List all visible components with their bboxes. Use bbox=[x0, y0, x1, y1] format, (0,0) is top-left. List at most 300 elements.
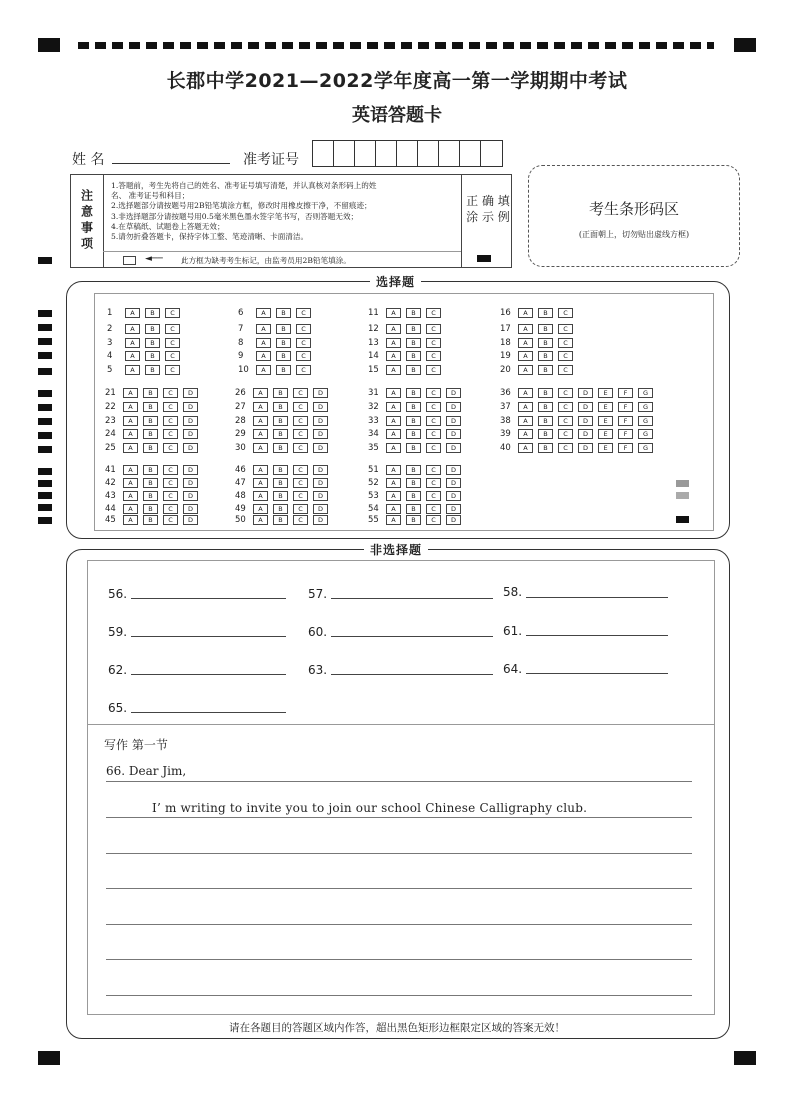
fill-line-63[interactable] bbox=[331, 674, 493, 675]
id-digit-box[interactable] bbox=[397, 141, 418, 166]
option-box-c[interactable]: C bbox=[296, 365, 311, 375]
option-box-b[interactable]: B bbox=[273, 491, 288, 501]
choice-question bbox=[368, 415, 466, 426]
option-box-c[interactable]: C bbox=[163, 416, 178, 426]
option-box-a[interactable]: A bbox=[123, 402, 138, 412]
option-box-c[interactable]: C bbox=[558, 338, 573, 348]
option-box-a[interactable]: A bbox=[386, 351, 401, 361]
choice-question bbox=[500, 442, 658, 453]
question-number: 37 bbox=[500, 401, 511, 412]
corner-mark bbox=[734, 38, 756, 52]
option-box-a[interactable]: A bbox=[518, 429, 533, 439]
option-box-a[interactable]: A bbox=[386, 308, 401, 318]
option-box-b[interactable]: B bbox=[538, 416, 553, 426]
id-digit-box[interactable] bbox=[418, 141, 439, 166]
choice-question bbox=[368, 477, 466, 488]
option-box-b[interactable]: B bbox=[145, 365, 160, 375]
fill-item-60: 60. bbox=[308, 625, 328, 639]
option-box-a[interactable]: A bbox=[123, 515, 138, 525]
option-box-b[interactable]: B bbox=[406, 308, 421, 318]
option-box-a[interactable]: A bbox=[123, 443, 138, 453]
instruction-line: 名、 准考证号和科目； bbox=[111, 191, 190, 201]
option-box-c[interactable]: C bbox=[163, 478, 178, 488]
option-box-b[interactable]: B bbox=[538, 365, 553, 375]
option-box-d[interactable]: D bbox=[183, 478, 198, 488]
option-box-d[interactable]: D bbox=[446, 429, 461, 439]
option-box-d[interactable]: D bbox=[313, 402, 328, 412]
option-box-d[interactable]: D bbox=[446, 491, 461, 501]
option-box-b[interactable]: B bbox=[145, 338, 160, 348]
choice-question bbox=[235, 490, 333, 501]
option-box-d[interactable]: D bbox=[446, 416, 461, 426]
option-box-a[interactable]: A bbox=[518, 324, 533, 334]
option-box-a[interactable]: A bbox=[386, 465, 401, 475]
option-box-c[interactable]: C bbox=[165, 365, 180, 375]
question-number: 41 bbox=[105, 464, 116, 475]
id-digit-box[interactable] bbox=[481, 141, 502, 166]
option-box-b[interactable]: B bbox=[143, 388, 158, 398]
fill-item-59: 59. bbox=[108, 625, 128, 639]
option-box-c[interactable]: C bbox=[296, 338, 311, 348]
option-box-b[interactable]: B bbox=[273, 416, 288, 426]
option-box-g[interactable]: G bbox=[638, 402, 653, 412]
option-box-a[interactable]: A bbox=[386, 478, 401, 488]
option-box-e[interactable]: E bbox=[598, 388, 613, 398]
option-box-c[interactable]: C bbox=[426, 478, 441, 488]
option-box-c[interactable]: C bbox=[426, 416, 441, 426]
option-box-c[interactable]: C bbox=[426, 338, 441, 348]
option-box-d[interactable]: D bbox=[313, 416, 328, 426]
option-box-a[interactable]: A bbox=[253, 443, 268, 453]
option-box-a[interactable]: A bbox=[386, 504, 401, 514]
option-box-a[interactable]: A bbox=[123, 478, 138, 488]
fill-item-57: 57. bbox=[308, 587, 328, 601]
option-box-a[interactable]: A bbox=[256, 338, 271, 348]
option-box-b[interactable]: B bbox=[273, 465, 288, 475]
option-box-b[interactable]: B bbox=[538, 402, 553, 412]
name-field[interactable] bbox=[112, 163, 230, 164]
option-box-c[interactable]: C bbox=[558, 388, 573, 398]
fill-line-57[interactable] bbox=[331, 598, 493, 599]
writing-line[interactable] bbox=[106, 959, 692, 960]
question-number: 53 bbox=[368, 490, 379, 501]
question-number: 39 bbox=[500, 428, 511, 439]
option-box-c[interactable]: C bbox=[558, 416, 573, 426]
option-box-c[interactable]: C bbox=[426, 402, 441, 412]
option-box-b[interactable]: B bbox=[273, 478, 288, 488]
option-box-b[interactable]: B bbox=[276, 308, 291, 318]
option-box-c[interactable]: C bbox=[163, 515, 178, 525]
instructions-side bbox=[71, 175, 104, 267]
option-box-a[interactable]: A bbox=[253, 491, 268, 501]
option-box-a[interactable]: A bbox=[518, 402, 533, 412]
option-box-b[interactable]: B bbox=[273, 388, 288, 398]
choice-question bbox=[368, 323, 446, 334]
option-box-f[interactable]: F bbox=[618, 443, 633, 453]
option-box-d[interactable]: D bbox=[183, 402, 198, 412]
option-box-b[interactable]: B bbox=[276, 365, 291, 375]
fill-item-65: 65. bbox=[108, 701, 128, 715]
option-box-c[interactable]: C bbox=[165, 338, 180, 348]
writing-line[interactable] bbox=[106, 995, 692, 996]
option-box-f[interactable]: F bbox=[618, 402, 633, 412]
option-box-a[interactable]: A bbox=[386, 416, 401, 426]
option-box-a[interactable]: A bbox=[123, 388, 138, 398]
barcode-hint: (正面朝上，切勿贴出虚线方框) bbox=[578, 230, 690, 239]
writing-line[interactable] bbox=[106, 853, 692, 854]
option-box-c[interactable]: C bbox=[293, 443, 308, 453]
option-box-b[interactable]: B bbox=[406, 324, 421, 334]
footer-note: 请在各题目的答题区域内作答，超出黑色矩形边框限定区域的答案无效！ bbox=[229, 1022, 565, 1034]
writing-line[interactable] bbox=[106, 781, 692, 782]
option-box-a[interactable]: A bbox=[386, 429, 401, 439]
absent-checkbox[interactable] bbox=[123, 256, 136, 265]
question-number: 10 bbox=[238, 364, 249, 375]
question-number: 18 bbox=[500, 337, 511, 348]
option-box-b[interactable]: B bbox=[406, 338, 421, 348]
question-number: 23 bbox=[105, 415, 116, 426]
option-box-a[interactable]: A bbox=[256, 351, 271, 361]
option-box-b[interactable]: B bbox=[406, 351, 421, 361]
option-box-d[interactable]: D bbox=[446, 443, 461, 453]
option-box-b[interactable]: B bbox=[406, 365, 421, 375]
fill-line-61[interactable] bbox=[526, 635, 668, 636]
option-box-f[interactable]: F bbox=[618, 416, 633, 426]
option-box-b[interactable]: B bbox=[276, 324, 291, 334]
option-box-c[interactable]: C bbox=[296, 308, 311, 318]
option-box-a[interactable]: A bbox=[386, 324, 401, 334]
option-box-d[interactable]: D bbox=[313, 504, 328, 514]
id-digit-box[interactable] bbox=[313, 141, 334, 166]
option-box-a[interactable]: A bbox=[256, 324, 271, 334]
option-box-c[interactable]: C bbox=[163, 491, 178, 501]
option-box-b[interactable]: B bbox=[273, 402, 288, 412]
choice-question bbox=[368, 401, 466, 412]
fill-line-65[interactable] bbox=[131, 712, 286, 713]
fill-item-56: 56. bbox=[108, 587, 128, 601]
option-box-d[interactable]: D bbox=[183, 491, 198, 501]
option-box-a[interactable]: A bbox=[253, 478, 268, 488]
choice-question bbox=[368, 464, 466, 475]
option-box-c[interactable]: C bbox=[293, 515, 308, 525]
fill-line-62[interactable] bbox=[131, 674, 286, 675]
option-box-a[interactable]: A bbox=[253, 465, 268, 475]
fill-line-59[interactable] bbox=[131, 636, 286, 637]
question-number: 7 bbox=[238, 323, 244, 334]
option-box-c[interactable]: C bbox=[426, 429, 441, 439]
option-box-d[interactable]: D bbox=[183, 465, 198, 475]
option-box-d[interactable]: D bbox=[313, 491, 328, 501]
option-box-c[interactable]: C bbox=[293, 416, 308, 426]
option-box-c[interactable]: C bbox=[296, 324, 311, 334]
option-box-c[interactable]: C bbox=[165, 324, 180, 334]
name-label: 姓 名 bbox=[72, 152, 105, 168]
option-box-b[interactable]: B bbox=[273, 515, 288, 525]
option-box-b[interactable]: B bbox=[406, 416, 421, 426]
option-box-d[interactable]: D bbox=[446, 478, 461, 488]
choice-question bbox=[368, 490, 466, 501]
fill-line-64[interactable] bbox=[526, 673, 668, 674]
option-box-a[interactable]: A bbox=[123, 416, 138, 426]
question-number: 32 bbox=[368, 401, 379, 412]
option-box-b[interactable]: B bbox=[273, 429, 288, 439]
option-box-b[interactable]: B bbox=[406, 402, 421, 412]
choice-question bbox=[500, 364, 578, 375]
option-box-a[interactable]: A bbox=[518, 338, 533, 348]
option-box-a[interactable]: A bbox=[125, 338, 140, 348]
option-box-b[interactable]: B bbox=[145, 324, 160, 334]
choice-question bbox=[368, 364, 446, 375]
option-box-c[interactable]: C bbox=[293, 504, 308, 514]
id-digit-box[interactable] bbox=[334, 141, 355, 166]
question-number: 29 bbox=[235, 428, 246, 439]
question-number: 34 bbox=[368, 428, 379, 439]
option-box-c[interactable]: C bbox=[163, 388, 178, 398]
option-box-a[interactable]: A bbox=[123, 504, 138, 514]
id-digit-box[interactable] bbox=[439, 141, 460, 166]
option-box-b[interactable]: B bbox=[143, 465, 158, 475]
option-box-d[interactable]: D bbox=[183, 504, 198, 514]
option-box-d[interactable]: D bbox=[183, 443, 198, 453]
option-box-e[interactable]: E bbox=[598, 429, 613, 439]
option-box-a[interactable]: A bbox=[123, 465, 138, 475]
option-box-c[interactable]: C bbox=[558, 402, 573, 412]
option-box-b[interactable]: B bbox=[406, 478, 421, 488]
option-box-d[interactable]: D bbox=[446, 402, 461, 412]
option-box-c[interactable]: C bbox=[163, 429, 178, 439]
option-box-a[interactable]: A bbox=[386, 515, 401, 525]
option-box-b[interactable]: B bbox=[143, 402, 158, 412]
option-box-d[interactable]: D bbox=[183, 429, 198, 439]
option-box-d[interactable]: D bbox=[578, 388, 593, 398]
option-box-a[interactable]: A bbox=[518, 388, 533, 398]
option-box-c[interactable]: C bbox=[558, 351, 573, 361]
choice-question bbox=[238, 350, 316, 361]
option-box-f[interactable]: F bbox=[618, 429, 633, 439]
option-box-d[interactable]: D bbox=[446, 504, 461, 514]
option-box-b[interactable]: B bbox=[143, 443, 158, 453]
option-box-d[interactable]: D bbox=[578, 416, 593, 426]
option-box-d[interactable]: D bbox=[183, 416, 198, 426]
option-box-a[interactable]: A bbox=[125, 324, 140, 334]
option-box-a[interactable]: A bbox=[386, 365, 401, 375]
option-box-c[interactable]: C bbox=[293, 388, 308, 398]
option-box-d[interactable]: D bbox=[313, 443, 328, 453]
option-box-d[interactable]: D bbox=[183, 515, 198, 525]
option-box-a[interactable]: A bbox=[518, 416, 533, 426]
option-box-g[interactable]: G bbox=[638, 416, 653, 426]
option-box-e[interactable]: E bbox=[598, 443, 613, 453]
option-box-a[interactable]: A bbox=[518, 308, 533, 318]
option-box-b[interactable]: B bbox=[538, 324, 553, 334]
fill-line-60[interactable] bbox=[331, 636, 493, 637]
option-box-d[interactable]: D bbox=[313, 388, 328, 398]
option-box-c[interactable]: C bbox=[163, 443, 178, 453]
option-box-c[interactable]: C bbox=[293, 402, 308, 412]
option-box-g[interactable]: G bbox=[638, 429, 653, 439]
choice-question bbox=[107, 350, 185, 361]
option-box-d[interactable]: D bbox=[446, 515, 461, 525]
option-box-c[interactable]: C bbox=[426, 443, 441, 453]
option-box-b[interactable]: B bbox=[538, 443, 553, 453]
option-box-d[interactable]: D bbox=[578, 402, 593, 412]
option-box-b[interactable]: B bbox=[538, 429, 553, 439]
option-box-c[interactable]: C bbox=[165, 351, 180, 361]
option-box-a[interactable]: A bbox=[125, 365, 140, 375]
question-number: 24 bbox=[105, 428, 116, 439]
id-digit-box[interactable] bbox=[460, 141, 481, 166]
option-box-b[interactable]: B bbox=[276, 351, 291, 361]
option-box-c[interactable]: C bbox=[293, 465, 308, 475]
question-number: 44 bbox=[105, 503, 116, 514]
option-box-d[interactable]: D bbox=[446, 388, 461, 398]
option-box-c[interactable]: C bbox=[163, 402, 178, 412]
option-box-c[interactable]: C bbox=[163, 504, 178, 514]
writing-line[interactable] bbox=[106, 924, 692, 925]
id-digit-box[interactable] bbox=[376, 141, 397, 166]
option-box-g[interactable]: G bbox=[638, 443, 653, 453]
option-box-b[interactable]: B bbox=[143, 491, 158, 501]
option-box-c[interactable]: C bbox=[426, 465, 441, 475]
choice-question bbox=[235, 503, 333, 514]
nonchoice-section-title: 非选择题 bbox=[364, 541, 428, 558]
option-box-d[interactable]: D bbox=[578, 429, 593, 439]
option-box-e[interactable]: E bbox=[598, 416, 613, 426]
option-box-b[interactable]: B bbox=[143, 478, 158, 488]
question-number: 51 bbox=[368, 464, 379, 475]
corner-mark bbox=[38, 38, 60, 52]
option-box-a[interactable]: A bbox=[123, 429, 138, 439]
option-box-b[interactable]: B bbox=[538, 351, 553, 361]
option-box-a[interactable]: A bbox=[253, 388, 268, 398]
option-box-a[interactable]: A bbox=[253, 416, 268, 426]
writing-line[interactable] bbox=[106, 888, 692, 889]
option-box-b[interactable]: B bbox=[406, 388, 421, 398]
option-box-b[interactable]: B bbox=[273, 443, 288, 453]
option-box-a[interactable]: A bbox=[386, 443, 401, 453]
question-number: 54 bbox=[368, 503, 379, 514]
option-box-b[interactable]: B bbox=[406, 504, 421, 514]
option-box-c[interactable]: C bbox=[165, 308, 180, 318]
option-box-c[interactable]: C bbox=[558, 324, 573, 334]
option-box-a[interactable]: A bbox=[518, 365, 533, 375]
option-box-c[interactable]: C bbox=[426, 388, 441, 398]
option-box-b[interactable]: B bbox=[273, 504, 288, 514]
option-box-c[interactable]: C bbox=[426, 324, 441, 334]
option-box-d[interactable]: D bbox=[313, 515, 328, 525]
choice-question bbox=[105, 387, 203, 398]
option-box-c[interactable]: C bbox=[293, 478, 308, 488]
writing-label: 写作 第一节 bbox=[104, 738, 168, 752]
option-box-c[interactable]: C bbox=[426, 351, 441, 361]
option-box-b[interactable]: B bbox=[276, 338, 291, 348]
writing-line[interactable] bbox=[106, 817, 692, 818]
option-box-b[interactable]: B bbox=[406, 515, 421, 525]
option-box-b[interactable]: B bbox=[406, 443, 421, 453]
option-box-a[interactable]: A bbox=[253, 429, 268, 439]
option-box-c[interactable]: C bbox=[426, 491, 441, 501]
choice-question bbox=[107, 337, 185, 348]
option-box-b[interactable]: B bbox=[143, 416, 158, 426]
option-box-a[interactable]: A bbox=[386, 338, 401, 348]
option-box-c[interactable]: C bbox=[163, 465, 178, 475]
option-box-e[interactable]: E bbox=[598, 402, 613, 412]
id-number-grid[interactable] bbox=[312, 140, 503, 167]
option-box-c[interactable]: C bbox=[426, 365, 441, 375]
option-box-a[interactable]: A bbox=[253, 515, 268, 525]
option-box-b[interactable]: B bbox=[143, 504, 158, 514]
option-box-b[interactable]: B bbox=[538, 338, 553, 348]
option-box-b[interactable]: B bbox=[145, 308, 160, 318]
option-box-f[interactable]: F bbox=[618, 388, 633, 398]
choice-question bbox=[368, 337, 446, 348]
option-box-c[interactable]: C bbox=[426, 308, 441, 318]
choice-question bbox=[238, 364, 316, 375]
option-box-b[interactable]: B bbox=[143, 515, 158, 525]
option-box-c[interactable]: C bbox=[558, 443, 573, 453]
fill-line-58[interactable] bbox=[526, 597, 668, 598]
option-box-d[interactable]: D bbox=[313, 465, 328, 475]
choice-question bbox=[105, 477, 203, 488]
option-box-c[interactable]: C bbox=[558, 429, 573, 439]
question-number: 8 bbox=[238, 337, 244, 348]
timing-mark bbox=[38, 368, 52, 375]
option-box-a[interactable]: A bbox=[125, 351, 140, 361]
fill-item-63: 63. bbox=[308, 663, 328, 677]
option-box-a[interactable]: A bbox=[253, 402, 268, 412]
option-box-d[interactable]: D bbox=[183, 388, 198, 398]
option-box-a[interactable]: A bbox=[518, 351, 533, 361]
option-box-b[interactable]: B bbox=[538, 308, 553, 318]
option-box-a[interactable]: A bbox=[253, 504, 268, 514]
option-box-g[interactable]: G bbox=[638, 388, 653, 398]
option-box-a[interactable]: A bbox=[386, 402, 401, 412]
option-box-b[interactable]: B bbox=[143, 429, 158, 439]
option-box-c[interactable]: C bbox=[296, 351, 311, 361]
fill-line-56[interactable] bbox=[131, 598, 286, 599]
option-box-c[interactable]: C bbox=[426, 515, 441, 525]
option-box-b[interactable]: B bbox=[145, 351, 160, 361]
option-box-c[interactable]: C bbox=[558, 308, 573, 318]
option-box-d[interactable]: D bbox=[578, 443, 593, 453]
option-box-b[interactable]: B bbox=[406, 465, 421, 475]
option-box-a[interactable]: A bbox=[256, 365, 271, 375]
option-box-c[interactable]: C bbox=[293, 491, 308, 501]
option-box-a[interactable]: A bbox=[123, 491, 138, 501]
timing-mark bbox=[38, 492, 52, 499]
option-box-c[interactable]: C bbox=[558, 365, 573, 375]
option-box-a[interactable]: A bbox=[256, 308, 271, 318]
choice-question bbox=[235, 387, 333, 398]
option-box-a[interactable]: A bbox=[125, 308, 140, 318]
option-box-a[interactable]: A bbox=[518, 443, 533, 453]
option-box-c[interactable]: C bbox=[293, 429, 308, 439]
choice-question bbox=[235, 415, 333, 426]
question-number: 42 bbox=[105, 477, 116, 488]
option-box-b[interactable]: B bbox=[406, 491, 421, 501]
option-box-d[interactable]: D bbox=[313, 478, 328, 488]
option-box-d[interactable]: D bbox=[313, 429, 328, 439]
option-box-d[interactable]: D bbox=[446, 465, 461, 475]
option-box-c[interactable]: C bbox=[426, 504, 441, 514]
id-digit-box[interactable] bbox=[355, 141, 376, 166]
option-box-a[interactable]: A bbox=[386, 388, 401, 398]
option-box-b[interactable]: B bbox=[406, 429, 421, 439]
option-box-a[interactable]: A bbox=[386, 491, 401, 501]
option-box-b[interactable]: B bbox=[538, 388, 553, 398]
question-number: 47 bbox=[235, 477, 246, 488]
corner-mark bbox=[734, 1051, 756, 1065]
